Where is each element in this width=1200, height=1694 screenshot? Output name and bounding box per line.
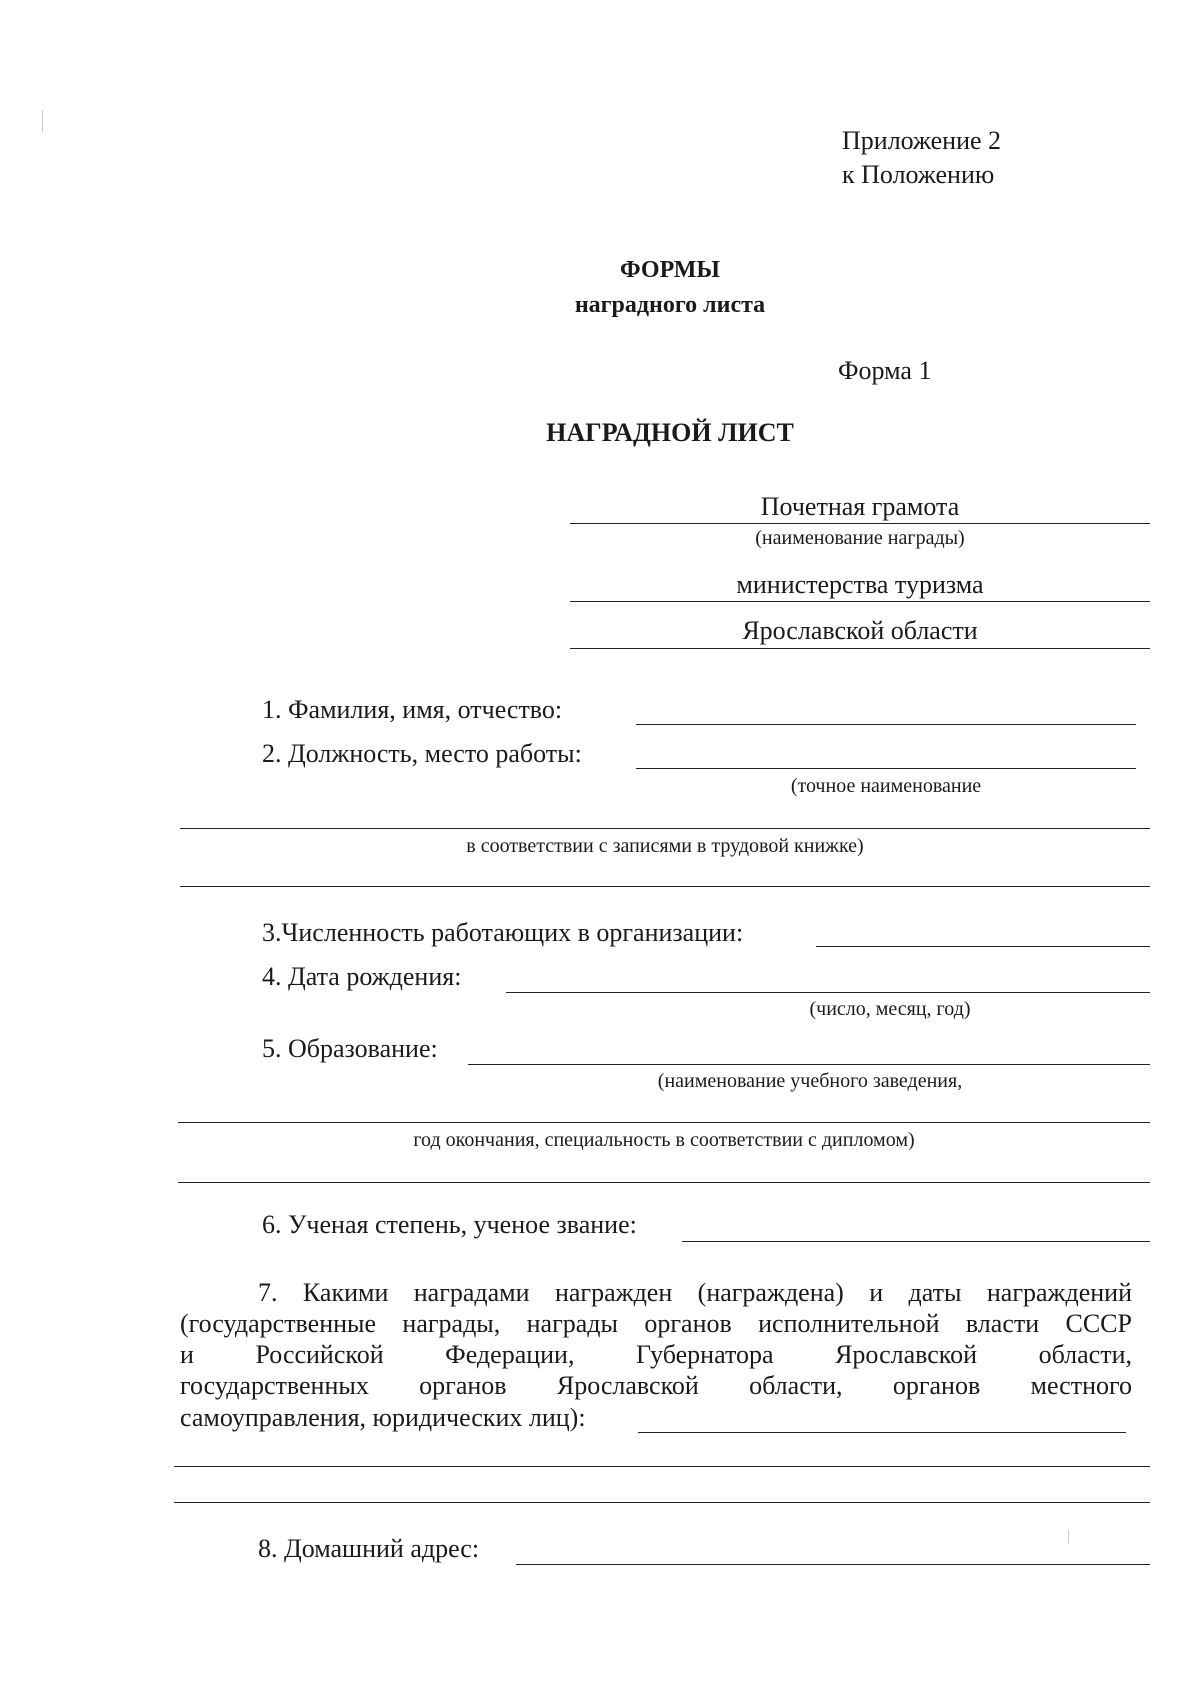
field-1-input-line[interactable] [636, 724, 1136, 725]
field-3-input-line[interactable] [816, 946, 1150, 947]
scan-speck [42, 110, 43, 132]
field-1-label: 1. Фамилия, имя, отчество: [262, 695, 563, 724]
field-2-input-line-2[interactable] [180, 828, 1150, 829]
field-4-input-line[interactable] [506, 992, 1150, 993]
field-5-caption-2: год окончания, специальность в соответствии с дипломом) [413, 1129, 915, 1151]
field-7-input-line-2[interactable] [174, 1466, 1150, 1467]
award-issuer-line-1: министерства туризма [736, 570, 984, 599]
award-name-line [570, 523, 1150, 524]
field-5-caption-1: (наименование учебного заведения, [657, 1070, 963, 1092]
field-7-input-line-3[interactable] [174, 1502, 1150, 1503]
field-7-input-line[interactable] [638, 1432, 1126, 1433]
field-7-text-line-2: (государственные награды, награды органов исполнительной власти СССР [180, 1309, 1132, 1338]
field-8-input-line[interactable] [516, 1564, 1150, 1565]
appendix-line-2: к Положению [842, 160, 995, 189]
field-2-label: 2. Должность, место работы: [262, 739, 582, 768]
field-2-input-line-3[interactable] [180, 886, 1150, 887]
field-4-label: 4. Дата рождения: [262, 962, 462, 991]
award-issuer-line-2: Ярославской области [742, 616, 978, 645]
field-7-text-line-5: самоуправления, юридических лиц): [180, 1403, 586, 1432]
field-3-label: 3.Численность работающих в организации: [262, 918, 744, 947]
field-6-input-line[interactable] [682, 1241, 1150, 1242]
field-5-input-line-2[interactable] [178, 1122, 1150, 1123]
award-sheet-title: НАГРАДНОЙ ЛИСТ [546, 418, 794, 447]
appendix-line-1: Приложение 2 [842, 126, 1002, 155]
field-6-label: 6. Ученая степень, ученое звание: [262, 1210, 637, 1239]
award-name-caption: (наименование награды) [755, 527, 965, 549]
forms-title: ФОРМЫ [620, 257, 720, 283]
field-5-label: 5. Образование: [262, 1034, 438, 1063]
award-issuer-line-1-rule [570, 601, 1150, 602]
forms-subtitle: наградного листа [574, 292, 766, 318]
field-2-input-line[interactable] [636, 768, 1136, 769]
field-8-label: 8. Домашний адрес: [258, 1534, 480, 1563]
field-7-text-line-1: 7. Какими наградами награжден (награждена) и даты награждений [258, 1278, 1132, 1307]
scan-speck [1068, 1530, 1069, 1544]
form-label: Форма 1 [838, 356, 932, 385]
field-7-text-line-4: государственных органов Ярославской области, органов местного [180, 1371, 1132, 1400]
field-2-caption-1: (точное наименование [790, 775, 982, 797]
field-5-input-line-3[interactable] [178, 1182, 1150, 1183]
field-5-input-line[interactable] [468, 1064, 1150, 1065]
field-7-text-line-3: и Российской Федерации, Губернатора Ярославской области, [180, 1340, 1132, 1369]
field-2-caption-2: в соответствии с записями в трудовой книжке) [466, 835, 864, 857]
field-4-caption: (число, месяц, год) [809, 998, 971, 1020]
award-issuer-line-2-rule [570, 648, 1150, 649]
award-name-value: Почетная грамота [760, 492, 960, 521]
